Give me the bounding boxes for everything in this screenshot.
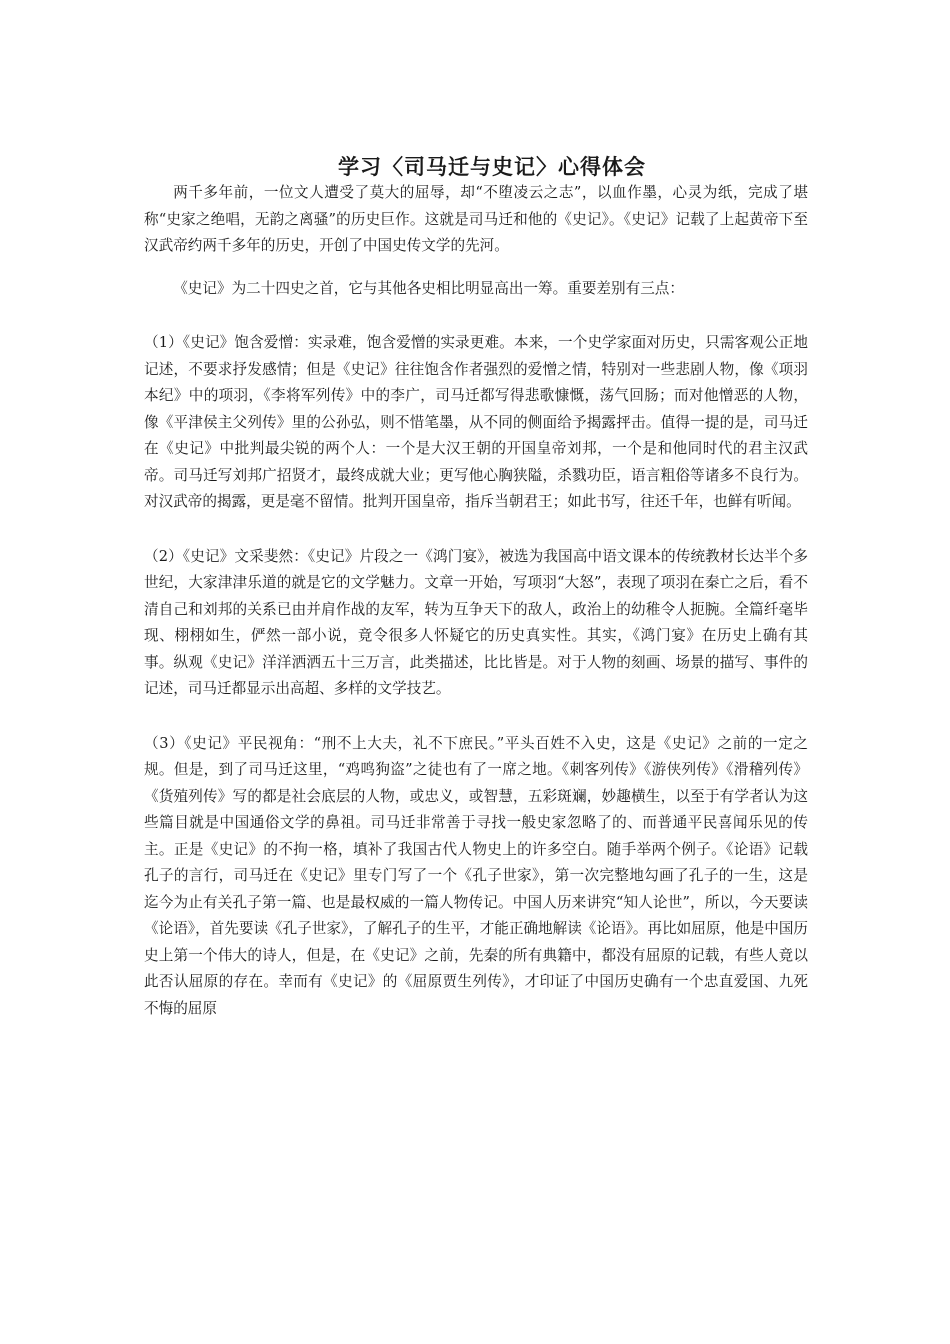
document-title: 学习〈司马迁与史记〉心得体会 [338,154,646,179]
paragraph-point-1: （1）《史记》饱含爱憎：实录难，饱含爱憎的实录更难。本来，一个史学家面对历史，只需客观公正地记述，不要求抒发感情；但是《史记》往往饱含作者强烈的爱憎之情，特别对一些悲剧人物，像《项羽本纪》中的项羽，《李将军列传》中的李广，司马迁都写得悲歌慷慨，荡气回肠；而对他憎恶的人物，像《平津侯主父列传》里的公孙弘，则不惜笔墨，从不同的侧面给予揭露抨击。值得一提的是，司马迁在《史记》中批判最尖锐的两个人：一个是大汉王朝的开国皇帝刘邦，一个是和他同时代的君主汉武帝。司马迁写刘邦广招贤才，最终成就大业；更写他心胸狭隘，杀戮功臣，语言粗俗等诸多不良行为。对汉武帝的揭露，更是毫不留情。批判开国皇帝，指斥当朝君王；如此书写，往还千年，也鲜有听闻。 [144,334,808,510]
paragraph-point-2: （2）《史记》文采斐然：《史记》片段之一《鸿门宴》，被选为我国高中语文课本的传统教材长达半个多世纪，大家津津乐道的就是它的文学魅力。文章一开始，写项羽“大怒”，表现了项羽在秦亡之后，看不清自己和刘邦的关系已由并肩作战的友军，转为互争天下的敌人，政治上的幼稚令人扼腕。全篇纤毫毕现、栩栩如生，俨然一部小说，竟令很多人怀疑它的历史真实性。其实，《鸿门宴》在历史上确有其事。纵观《史记》洋洋洒洒五十三万言，此类描述，比比皆是。对于人物的刻画、场景的描写、事件的记述，司马迁都显示出高超、多样的文学技艺。 [144,547,808,697]
paragraph-overview: 《史记》为二十四史之首，它与其他各史相比明显高出一筹。重要差别有三点： [173,279,684,297]
paragraph-intro: 两千多年前，一位文人遭受了莫大的屈辱，却“不堕凌云之志”，以血作墨，心灵为纸，完成了堪称“史家之绝唱，无韵之离骚”的历史巨作。这就是司马迁和他的《史记》。《史记》记载了上起黄帝下至汉武帝约两千多年的历史，开创了中国史传文学的先河。 [144,184,808,254]
document-body [144,180,808,1022]
paragraph-point-3: （3）《史记》平民视角：“刑不上大夫，礼不下庶民。”平头百姓不入史，这是《史记》之前的一定之规。但是，到了司马迁这里，“鸡鸣狗盗”之徒也有了一席之地。《刺客列传》《游侠列传》《滑稽列传》《货殖列传》写的都是社会底层的人物，或忠义，或智慧，五彩斑斓，妙趣横生，以至于有学者认为这些篇目就是中国通俗文学的鼻祖。司马迁非常善于寻找一般史家忽略了的、而普通平民喜闻乐见的传主。正是《史记》的不拘一格，填补了我国古代人物史上的许多空白。随手举两个例子。《论语》记载孔子的言行，司马迁在《史记》里专门写了一个《孔子世家》，第一次完整地勾画了孔子的一生，这是迄今为止有关孔子第一篇、也是最权威的一篇人物传记。中国人历来讲究“知人论世”，所以，今天要读《论语》，首先要读《孔子世家》，了解孔子的生平，才能正确地解读《论语》。再比如屈原，他是中国历史上第一个伟大的诗人，但是，在《史记》之前，先秦的所有典籍中，都没有屈原的记载，有些人竟以此否认屈原的存在。幸而有《史记》的《屈原贾生列传》，才印证了中国历史确有一个忠直爱国、九死不悔的屈原 [144,734,809,1017]
